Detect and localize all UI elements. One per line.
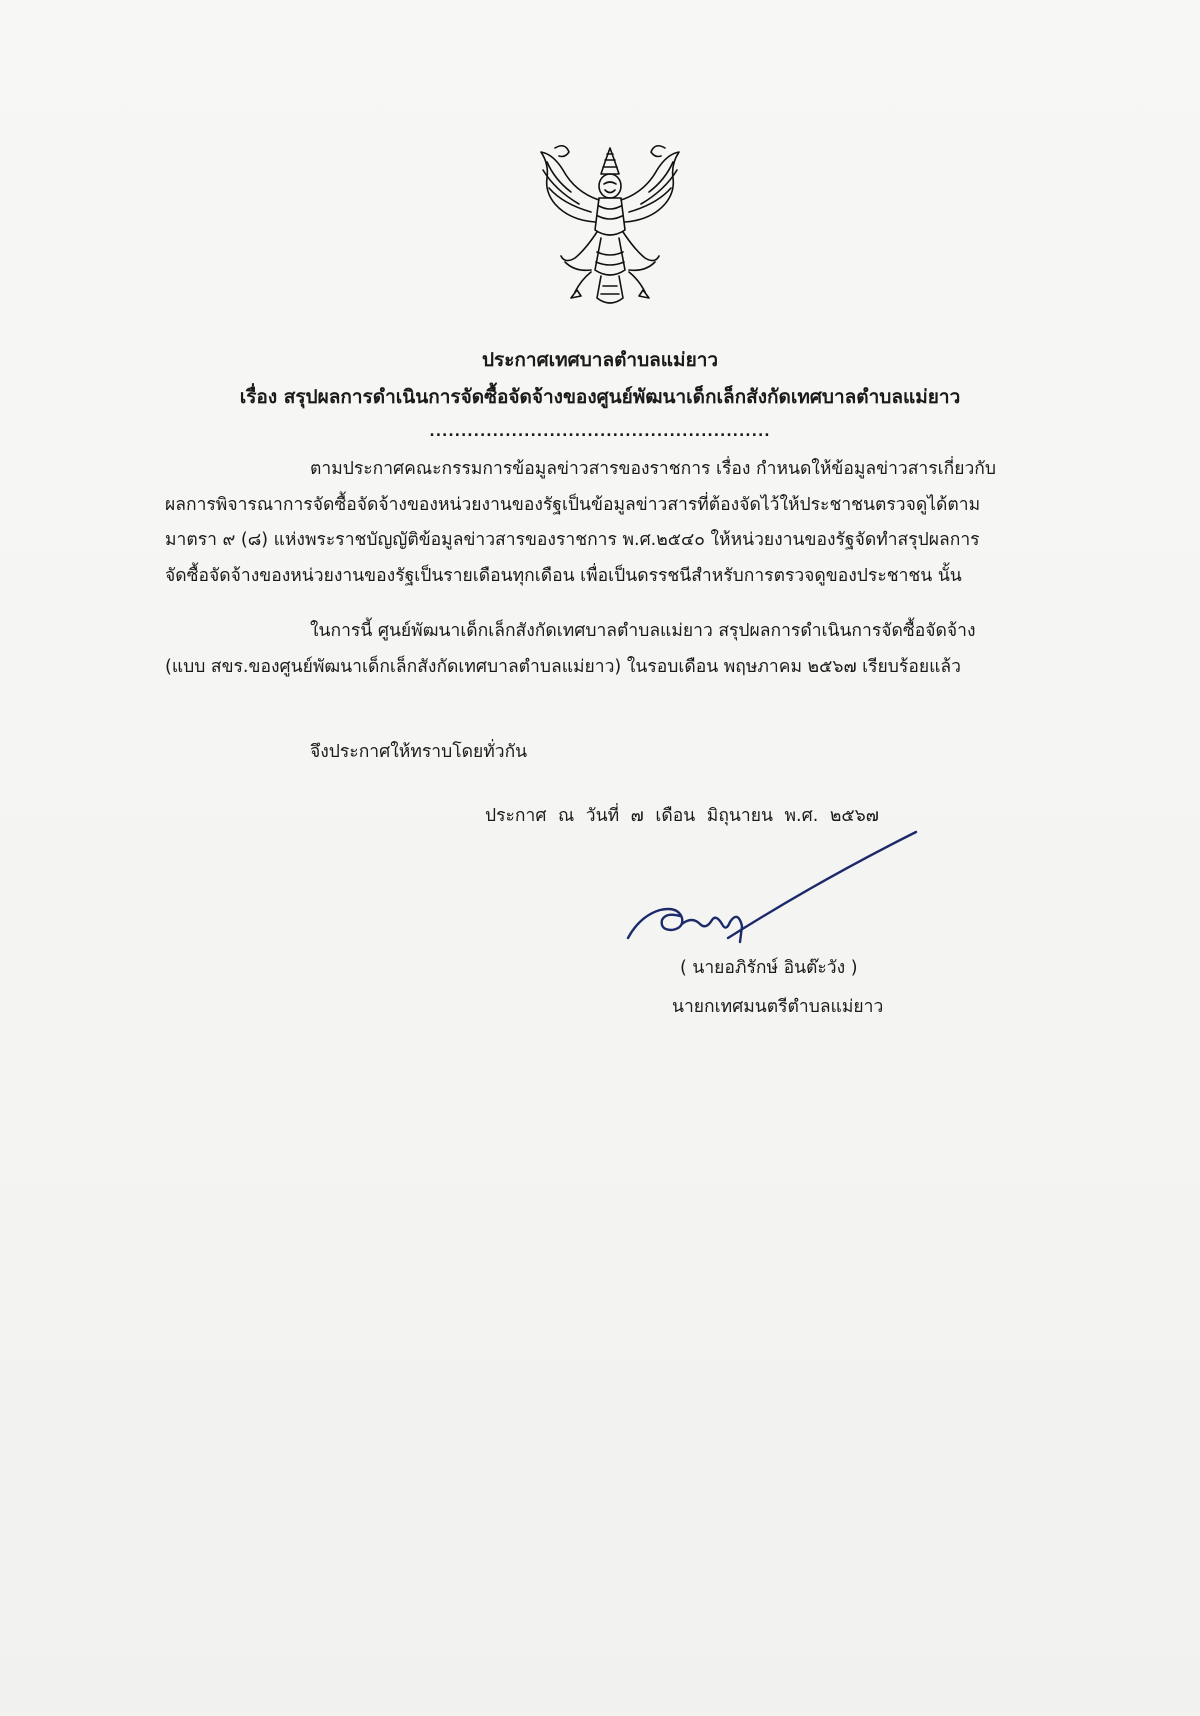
paragraph-line: มาตรา ๙ (๘) แห่งพระราชบัญญัติข้อมูลข่าวสารของราชการ พ.ศ.๒๕๔๐ ให้หน่วยงานของรัฐจัดทำสรุปผลการ [165,530,980,550]
garuda-emblem-icon [535,140,685,310]
date-line: ประกาศ ณ วันที่ ๗ เดือน มิถุนายน พ.ศ. ๒๕๖๗ [485,806,879,826]
paragraph-line: (แบบ สขร.ของศูนย์พัฒนาเด็กเล็กสังกัดเทศบาลตำบลแม่ยาว) ในรอบเดือน พฤษภาคม ๒๕๖๗ เรียบร้อยแล้ว [165,656,961,677]
signer-name: ( นายอภิรักษ์ อินต๊ะวัง ) [680,958,858,978]
paragraph-2 [165,614,1080,685]
handwritten-signature [620,820,1000,950]
announcement-text: จึงประกาศให้ทราบโดยทั่วกัน [310,742,528,762]
signer-position: นายกเทศมนตรีตำบลแม่ยาว [672,997,884,1017]
document-title: ประกาศเทศบาลตำบลแม่ยาว [481,349,719,371]
paragraph-line: ผลการพิจารณาการจัดซื้อจัดจ้างของหน่วยงานของรัฐเป็นข้อมูลข่าวสารที่ต้องจัดไว้ให้ประชาชนตรวจดูได้ตาม [165,494,981,515]
paragraph-line: ในการนี้ ศูนย์พัฒนาเด็กเล็กสังกัดเทศบาลตำบลแม่ยาว สรุปผลการดำเนินการจัดซื้อจัดจ้าง [310,621,976,641]
document-subject: เรื่อง สรุปผลการดำเนินการจัดซื้อจัดจ้างของศูนย์พัฒนาเด็กเล็กสังกัดเทศบาลตำบลแม่ยาว [239,386,961,408]
separator-dots: ...................................................... [429,424,771,440]
paragraph-1 [165,452,1080,594]
paragraph-line: ตามประกาศคณะกรรมการข้อมูลข่าวสารของราชการ เรื่อง กำหนดให้ข้อมูลข่าวสารเกี่ยวกับ [310,459,997,479]
paragraph-line: จัดซื้อจัดจ้างของหน่วยงานของรัฐเป็นรายเดือนทุกเดือน เพื่อเป็นดรรชนีสำหรับการตรวจดูของประชาชน นั้น [165,565,962,586]
